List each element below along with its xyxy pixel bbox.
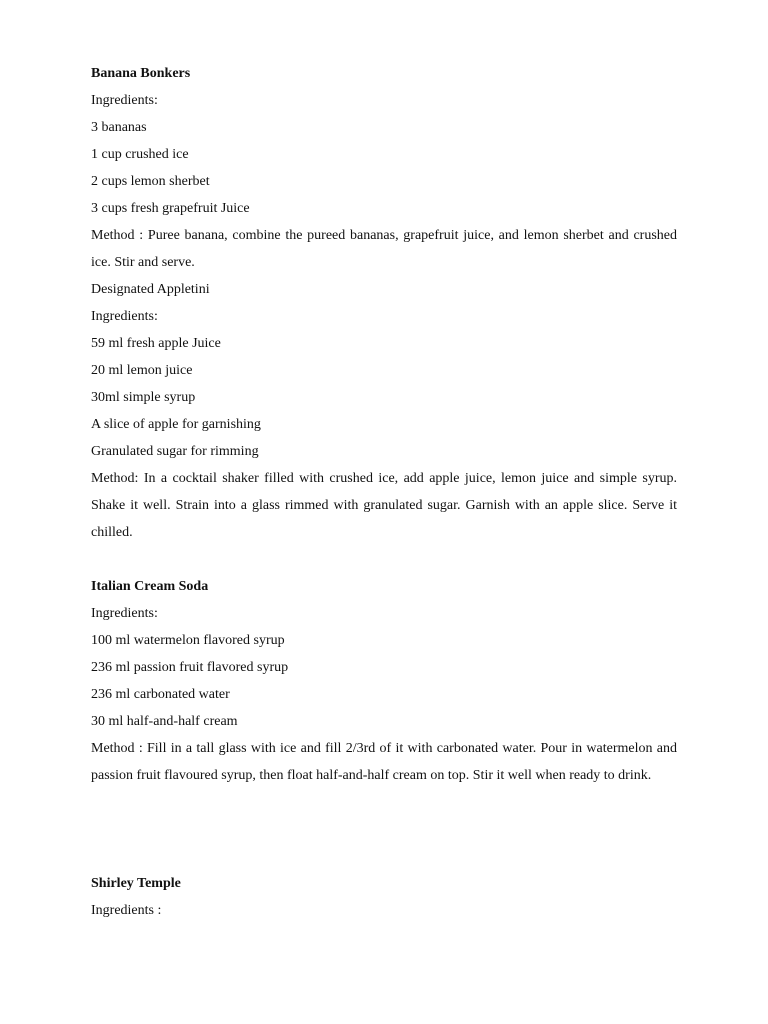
recipe-title-designated-appletini: Designated Appletini: [91, 282, 210, 297]
ingredient-item: 59 ml fresh apple Juice: [91, 336, 221, 351]
ingredient-item: 236 ml passion fruit flavored syrup: [91, 660, 289, 675]
ingredient-item: 3 cups fresh grapefruit Juice: [91, 201, 250, 216]
recipe-title-italian-cream-soda: Italian Cream Soda: [91, 579, 209, 594]
ingredient-item: 2 cups lemon sherbet: [91, 174, 210, 189]
ingredient-item: Granulated sugar for rimming: [91, 444, 259, 459]
recipe-title-shirley-temple: Shirley Temple: [91, 876, 181, 891]
ingredient-item: 20 ml lemon juice: [91, 363, 193, 378]
spacer: [91, 789, 677, 870]
document-page: [91, 60, 677, 924]
ingredient-item: 100 ml watermelon flavored syrup: [91, 633, 285, 648]
spacer: [91, 546, 677, 573]
ingredients-label: Ingredients :: [91, 903, 162, 918]
ingredients-label: Ingredients:: [91, 606, 158, 621]
ingredient-item: 30ml simple syrup: [91, 390, 196, 405]
method-paragraph: Method : Puree banana, combine the pureed bananas, grapefruit juice, and lemon sherbet and crushed ice. Stir and serve.: [91, 228, 677, 270]
ingredient-item: 236 ml carbonated water: [91, 687, 230, 702]
ingredient-item: A slice of apple for garnishing: [91, 417, 261, 432]
method-paragraph: Method : Fill in a tall glass with ice and fill 2/3rd of it with carbonated water. Pour in watermelon and passion fruit flavoured syrup, then float half-and-half cream on top. Stir it well when ready to drink.: [91, 741, 677, 783]
ingredient-item: 3 bananas: [91, 120, 147, 135]
ingredient-item: 1 cup crushed ice: [91, 147, 189, 162]
ingredient-item: 30 ml half-and-half cream: [91, 714, 238, 729]
recipe-title-banana-bonkers: Banana Bonkers: [91, 66, 191, 81]
ingredients-label: Ingredients:: [91, 309, 158, 324]
ingredients-label: Ingredients:: [91, 93, 158, 108]
method-paragraph: Method: In a cocktail shaker filled with crushed ice, add apple juice, lemon juice and simple syrup. Shake it well. Strain into a glass rimmed with granulated sugar. Garnish with an apple slice. Serve it chilled.: [91, 471, 677, 540]
